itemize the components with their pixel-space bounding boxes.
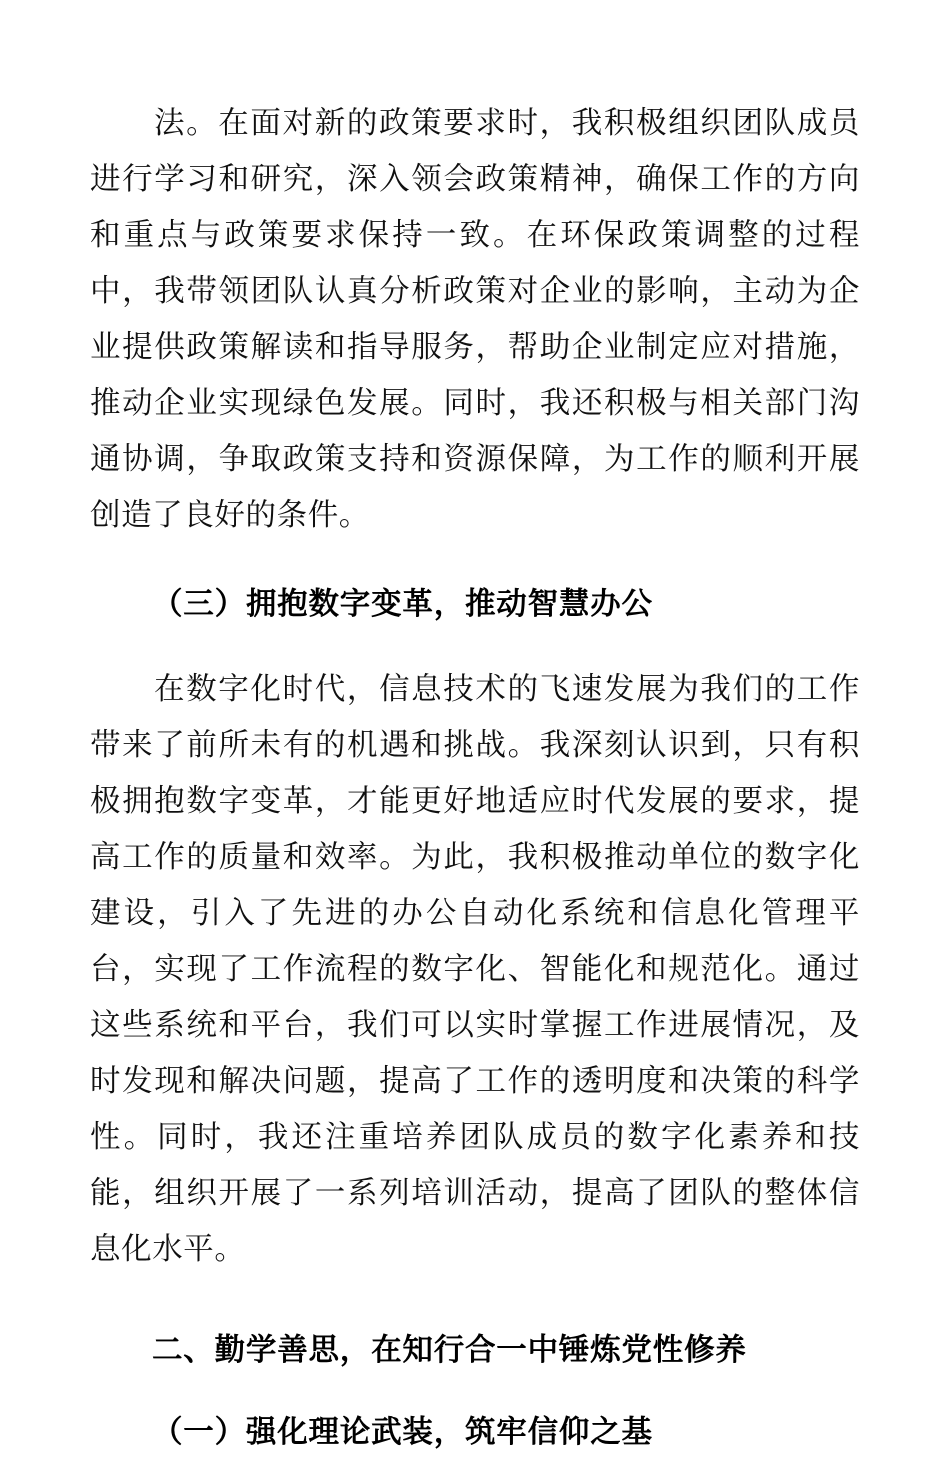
heading-section-2-1: （一）强化理论武装，筑牢信仰之基 xyxy=(152,1414,653,1450)
paragraph-policy-study: 法。在面对新的政策要求时，我积极组织团队成员进行学习和研究，深入领会政策精神，确保工作的方向和重点与政策要求保持一致。在环保政策调整的过程中，我带领团队认真分析政策对企业的影响，主动为企业提供政策解读和指导服务，帮助企业制定应对措施，推动企业实现绿色发展。同时，我还积极与相关部门沟通协调，争取政策支持和资源保障，为工作的顺利开展创造了良好的条件。 xyxy=(90,106,860,533)
heading-section-2: 二、勤学善思，在知行合一中锤炼党性修养 xyxy=(152,1332,747,1368)
paragraph-digital-transformation: 在数字化时代，信息技术的飞速发展为我们的工作带来了前所未有的机遇和挑战。我深刻认识到，只有积极拥抱数字变革，才能更好地适应时代发展的要求，提高工作的质量和效率。为此，我积极推动单位的数字化建设，引入了先进的办公自动化系统和信息化管理平台，实现了工作流程的数字化、智能化和规范化。通过这些系统和平台，我们可以实时掌握工作进展情况，及时发现和解决问题，提高了工作的透明度和决策的科学性。同时，我还注重培养团队成员的数字化素养和技能，组织开展了一系列培训活动，提高了团队的整体信息化水平。 xyxy=(90,672,860,1267)
heading-section-1-3: （三）拥抱数字变革，推动智慧办公 xyxy=(152,586,653,622)
